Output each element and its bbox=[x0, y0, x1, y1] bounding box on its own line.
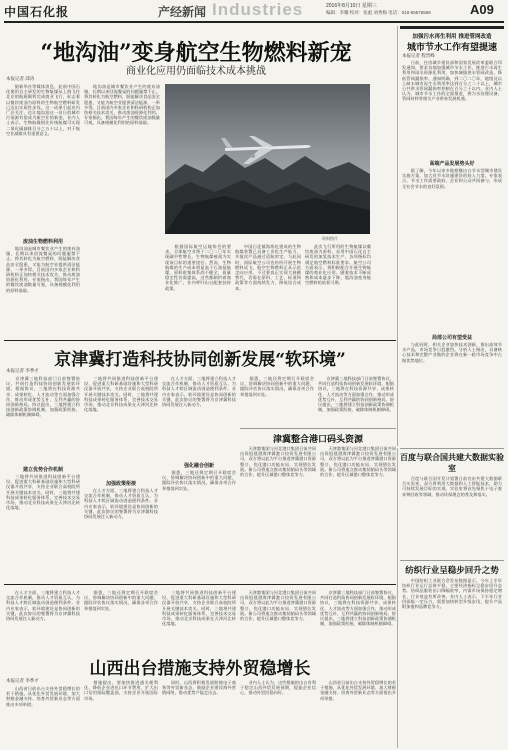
story2-column-1: 京津冀三地科技部门日前签署协议，共同打造科技协同创新发展软环境。根据协议，三地将在科技资源共享、成果转化、人才流动等方面加强合作，推动形成优势互补、互利共赢的协同创新格局。协议提出，三地将建立科技创新政策协调机制，加强政策衔接，破除体制机制障碍。 bbox=[6, 376, 80, 418]
sidebar-subhead-2: 局部公司有望受益 bbox=[431, 335, 472, 341]
story2-tail-2: 据悉，三地还将定期召开联席会议，协调解决协同创新中的重大问题，跟踪评估协议落实情况，确保各项合作举措落到实处。 bbox=[84, 590, 158, 611]
story2-column-5: 京津冀三地科技部门日前签署协议，共同打造科技协同创新发展软环境。根据协议，三地将在科技资源共享、成果转化、人才流动等方面加强合作，推动形成优势互补、互利共赢的协同创新格局。协议提出，三地将建立科技创新政策协调机制，加强政策衔接，破除体制机制障碍。 bbox=[318, 376, 394, 413]
sidebar-byline: 本报记者 程晋峰 bbox=[402, 53, 435, 58]
masthead-rule bbox=[4, 21, 504, 23]
story2-byline: 本报记者 李季才 bbox=[6, 368, 39, 373]
story2-headline: 京津冀打造科技协同创新发展“软环境” bbox=[54, 350, 346, 370]
story1-column-3: 根据国际航空运输协会的要求，全球航空业将于二〇二〇年实现碳中性增长，生物航煤被视为实现该目标的重要途径。然而，生物航煤的生产成本明显高于石油基航煤，原料收集体系尚不健全，质量稳定性仍需提高，这些都制约着商业化推广。业内呼吁出台配套扶持政策。 bbox=[165, 244, 231, 291]
story1-column-5: 此次飞行所用的生物航煤以餐饮废油为原料，采用中国石化自主研发的加氢技术生产，各项指标均满足航空燃料标准要求。航空公司方面表示，将积极配合开展生物航煤的商业化应用。随着技术不断成熟和成本逐步下降，地沟油变身航空燃料的前景可期。 bbox=[305, 244, 371, 286]
newspaper-logo: 中国石化报 bbox=[4, 5, 70, 19]
story2-tail-1: 在人才方面，三地将建立科技人才交流合作机制，推动人才资质互认，为科技人才跨区域流动创造便利条件。业内专家表示，软环境建设是协同创新的关键，此次协议的签署将为京津冀科技协同发展注入新动力。 bbox=[6, 590, 80, 622]
story2-column-1b: 三地将共同推进科技创新平台建设，促进重大科研基础设施和大型科研仪器开放共享，支持企业联合高校院所开展关键技术攻关。同时，三地将共建科技成果转化服务体系，完善技术交易市场，推动北京科技成果在天津河北转化落地。 bbox=[6, 474, 80, 511]
story3-headline: 山西出台措施支持外贸稳增长 bbox=[89, 659, 311, 679]
story1-column-1: 据新华社等媒体消息，此前中国石化使用自主研发的生物航煤从上海飞往北京的航班顺利完成商业飞行，标志着以餐饮废油为原料的生物航空燃料研发已迈出实质性步伐。这一成果引起业内广泛关注，也让地沟油这一昔日的城市污染源有望成为航空业的新宠。业内人士表示，生物航煤相比传统航煤可实现二氧化碳减排百分之五十以上，对于航空业减排具有重要意义。 bbox=[6, 84, 80, 136]
story1-byline: 本报记者 邱涛 bbox=[6, 76, 35, 81]
port-text-2: 天津港集团与河北港口集团日前共同出资组建渤海津冀港口投资发展有限公司，双方将以此为平台推进津冀港口资源整合，优化港口功能布局，实现错位发展。新公司将重点推动集装箱码头等领域的合作，提升区域港口整体竞争力。 bbox=[320, 446, 396, 478]
sidebar-headline-3: 纺织行业呈稳步回升之势 bbox=[405, 566, 499, 576]
story3-column-5: 山西省日前出台支持外贸稳增长的若干措施，从优化外贸发展环境、加大财税金融支持、培育外贸新业态等方面推出多项举措。 bbox=[320, 680, 396, 701]
sidebar-divider bbox=[397, 26, 398, 446]
story2-subhead-b: 加强政策衔接 bbox=[105, 481, 136, 487]
sidebar-subhead-1: 高端产品发展势头好 bbox=[429, 161, 475, 167]
story1-headline: “地沟油”变身航空生物燃料新宠 bbox=[40, 40, 352, 66]
masthead bbox=[0, 0, 508, 20]
story1-bottom-rule bbox=[4, 340, 396, 341]
sidebar-rule-2 bbox=[400, 448, 504, 449]
story1-subhead-a: 废油生物燃料利用 bbox=[22, 239, 63, 245]
page-number: A09 bbox=[470, 2, 494, 17]
section-title-en: Industries bbox=[212, 0, 304, 19]
sidebar-text-2: 据了解，今年以来多地相继出台节水型城市建设实施方案，加大对节水设施建设的投入力度。专家表示，节水工作需要政府、企业和公众共同参与，形成全社会节水的良好氛围。 bbox=[402, 168, 502, 189]
story1-column-1b: 地沟油是城市餐饮业产生的废弃油脂，长期以来回流餐桌的问题屡禁不止。将其转化为航空燃料，既能解决食品安全隐患，又能为航空业提供清洁能源，一举多得。目前国内多家企业和科研机构正加快相关技术攻关，推动废油资源化利用。专家指出，我国每年产生的餐饮废油数量可观，具备规模化利用的原料基础。 bbox=[6, 246, 80, 293]
story2-column-3b: 据悉，三地还将定期召开联席会议，协调解决协同创新中的重大问题，跟踪评估协议落实情况，确保各项合作举措落到实处。 bbox=[162, 470, 236, 491]
story3-byline: 本报记者 李季才 bbox=[6, 678, 39, 683]
editor-line: 编辑：李耀 校对：张彪 刘秀梅 电话：010-65575568 bbox=[326, 10, 431, 15]
port-text-1: 天津港集团与河北港口集团日前共同出资组建渤海津冀港口投资发展有限公司，双方将以此为平台推进津冀港口资源整合，优化港口功能布局，实现错位发展。新公司将重点推动集装箱码头等领域的合作，提升区域港口整体竞争力。 bbox=[240, 446, 316, 478]
issue-date: 2016年8月10日 星期三 bbox=[326, 3, 377, 9]
story2-subhead-a: 建立优势合作机制 bbox=[22, 467, 63, 473]
story3-column-2: 措施提出，要加快推进通关便利化，降低企业进出口环节费用，扩大出口信用保险覆盖面，支持企业开拓国际市场。 bbox=[84, 680, 158, 701]
story3-column-3: 同时，山西将积极发展跨境电子商务等外贸新业态，鼓励企业建设海外营销网络，推动优势产能走出去。 bbox=[162, 680, 236, 696]
sidebar-text-4: 百度与联合国开发计划署日前宣布共建大数据联合实验室，双方将利用大数据和人工智能技术，助力可持续发展目标的实现。实验室将首先聚焦于电子废弃物回收等领域，推动环保理念的普及和落实。 bbox=[402, 476, 502, 497]
airplane-over-mountains-image bbox=[165, 84, 370, 234]
story2-subhead-c: 强化融合创新 bbox=[183, 463, 214, 469]
airplane-photo bbox=[165, 84, 370, 234]
sidebar-headline-2: 百度与联合国共建大数据实验室 bbox=[400, 452, 504, 473]
sidebar-text-3: 与此同时，相关企业加快技术创新，推出高效节水产品，市场竞争日趋激烈。分析人士指出，具备核心技术和完整产业链的企业将在新一轮市场竞争中占据优势地位。 bbox=[402, 342, 502, 363]
sidebar-divider-2 bbox=[397, 448, 398, 748]
sidebar-rule-3 bbox=[400, 560, 504, 561]
story2-bottom-rule bbox=[4, 584, 396, 585]
section-title: 产经新闻 bbox=[158, 5, 207, 19]
story1-subheadline: 商业化应用仍面临技术成本挑战 bbox=[126, 66, 266, 77]
story3-column-4: 业内人士认为，这些措施的出台有利于稳定山西外贸发展预期，提振企业信心，推动外贸回稳向好。 bbox=[240, 680, 316, 696]
sidebar-kicker: 加强污水再生利用 推进管网改造 bbox=[412, 34, 492, 40]
sidebar-headline-1: 城市节水工作有望提速 bbox=[406, 43, 497, 53]
port-rule bbox=[240, 428, 396, 429]
sidebar-text-5: 中国纺织工业联合会发布数据显示，今年上半年纺织行业运行总体平稳，主要经济指标呈稳步回升态势。纺织品服装出口降幅收窄，内需市场保持稳定增长，行业效益有所改善。业内人士表示，下半年行业仍面临一定压力，需要加快转型升级步伐，提升产品附加值和品牌竞争力。 bbox=[402, 578, 502, 610]
story2-tail-4: 天津港集团与河北港口集团日前共同出资组建渤海津冀港口投资发展有限公司，双方将以此为平台推进津冀港口资源整合，优化港口功能布局，实现错位发展。新公司将重点推动集装箱码头等领域的合作，提升区域港口整体竞争力。 bbox=[240, 590, 316, 622]
story2-tail-3: 三地将共同推进科技创新平台建设，促进重大科研基础设施和大型科研仪器开放共享，支持企业联合高校院所开展关键技术攻关。同时，三地将共建科技成果转化服务体系，完善技术交易市场，推动北京科技成果在天津河北转化落地。 bbox=[162, 590, 236, 627]
port-headline: 津冀整合港口码头资源 bbox=[272, 435, 363, 445]
story3-column-1: 山西省日前出台支持外贸稳增长的若干措施，从优化外贸发展环境、加大财税金融支持、培育外贸新业态等方面推出多项举措。 bbox=[6, 686, 80, 707]
story2-column-2b: 在人才方面，三地将建立科技人才交流合作机制，推动人才资质互认，为科技人才跨区域流动创造便利条件。业内专家表示，软环境建设是协同创新的关键，此次协议的签署将为京津冀科技协同发展注入新动力。 bbox=[84, 488, 158, 520]
story1-column-2: 地沟油是城市餐饮业产生的废弃油脂，长期以来回流餐桌的问题屡禁不止。将其转化为航空燃料，既能解决食品安全隐患，又能为航空业提供清洁能源，一举多得。目前国内多家企业和科研机构正加快相关技术攻关，推动废油资源化利用。专家指出，我国每年产生的餐饮废油数量可观，具备规模化利用的原料基础。 bbox=[84, 84, 160, 126]
story2-column-2: 三地将共同推进科技创新平台建设，促进重大科研基础设施和大型科研仪器开放共享，支持企业联合高校院所开展关键技术攻关。同时，三地将共建科技成果转化服务体系，完善技术交易市场，推动北京科技成果在天津河北转化落地。 bbox=[84, 376, 158, 413]
story1-column-4: 中国石化镇海炼化建成的生物航煤装置已具备工业化生产能力，多批次产品通过适航审定。与此同时，国际航空公司也纷纷开展生物燃料试飞，航空生物燃料正从示范走向应用。不过要真正实现大规模替代，仍需在原料、工艺、标准和政策等方面持续发力，降低综合成本。 bbox=[235, 244, 301, 291]
story2-column-3: 在人才方面，三地将建立科技人才交流合作机制，推动人才资质互认，为科技人才跨区域流动创造便利条件。业内专家表示，软环境建设是协同创新的关键，此次协议的签署将为京津冀科技协同发展注入新动力。 bbox=[162, 376, 236, 408]
sidebar-rule bbox=[400, 26, 504, 29]
story2-tail-5: 京津冀三地科技部门日前签署协议，共同打造科技协同创新发展软环境。根据协议，三地将在科技资源共享、成果转化、人才流动等方面加强合作，推动形成优势互补、互利共赢的协同创新格局。协议提出，三地将建立科技创新政策协调机制，加强政策衔接，破除体制机制障碍。 bbox=[320, 590, 396, 627]
story2-column-4: 据悉，三地还将定期召开联席会议，协调解决协同创新中的重大问题，跟踪评估协议落实情况，确保各项合作举措落到实处。 bbox=[240, 376, 314, 397]
sidebar-text-1: 日前，住房城乡建设部和国家发展改革委联合印发通知，要求各地加强城市节水工作，推进污水再生利用和雨水资源化利用，加快城镇供水管网改造，降低管网漏损率。通知明确，到二〇二〇年，地级及以上缺水城市再生水利用率达到百分之二十以上，城市公共供水管网漏损率控制在百分之十以内。业内人士认为，城市节水工作的全面推进，将为水处理设备、管网材料等相关产业带来发展机遇。 bbox=[402, 60, 502, 102]
photo-caption: 资料图片 bbox=[322, 236, 338, 241]
